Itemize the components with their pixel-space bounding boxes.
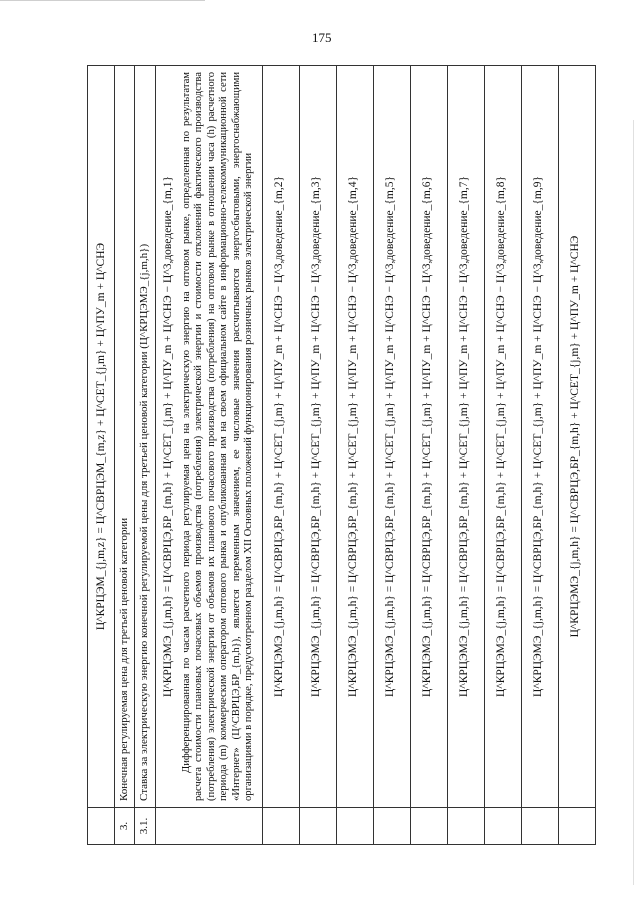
row-number-empty [155, 808, 262, 845]
formula-row: Ц^КРЦЭМЭ_{j,m,h} = Ц^СВРЦЭ,БР_{m,h} + Ц^СЕТ_{j,m} + Ц^ПУ_m + Ц^СНЭ − Ц^3,доведение_{m,6} [420, 176, 433, 697]
formula-description-cell [155, 66, 262, 808]
table-row [88, 66, 115, 845]
row-number-empty [521, 808, 558, 845]
table-row [299, 66, 336, 845]
row-number-empty [262, 808, 299, 845]
table-row [373, 66, 410, 845]
formula-main: Ц^КРЦЭМЭ_{j,m,h} = Ц^СВРЦЭ,БР_{m,h} + Ц^СЕТ_{j,m} + Ц^ПУ_m + Ц^СНЭ − Ц^3,доведение_{m,1} [161, 176, 174, 697]
formula-row: Ц^КРЦЭМЭ_{j,m,h} = Ц^СВРЦЭ,БР_{m,h} + Ц^СЕТ_{j,m} + Ц^ПУ_m + Ц^СНЭ − Ц^3,доведение_{m,8} [494, 176, 507, 697]
row-number-empty [299, 808, 336, 845]
row-number-empty [410, 808, 447, 845]
table-row [135, 66, 155, 845]
row-number-empty [373, 808, 410, 845]
table-row [558, 66, 595, 845]
scan-edge-line-right [633, 120, 634, 885]
section-title: Конечная регулируемая цена для третьей ценовой категории [115, 66, 135, 808]
table-row [447, 66, 484, 845]
table-row [115, 66, 135, 845]
formula-top: Ц^КРЦЭМ_{j,m,z} = Ц^СВРЦЭМ_{m,z} + Ц^СЕТ_{j,m} + Ц^ПУ_m + Ц^СНЭ [95, 242, 107, 631]
table-row [521, 66, 558, 845]
row-number: 3.1. [135, 808, 155, 845]
table-row [262, 66, 299, 845]
formula-cell [88, 66, 115, 808]
row-number: 3. [115, 808, 135, 845]
page-number: 175 [312, 30, 332, 45]
table-row [410, 66, 447, 845]
scan-edge-line [0, 0, 205, 1]
subsection-title: Ставка за электрическую энергию конечной регулируемой цены для третьей ценовой категории (Ц^КРЦЭМЭ_{j,m,h}) [135, 66, 155, 808]
formula-row: Ц^КРЦЭМЭ_{j,m,h} = Ц^СВРЦЭ,БР_{m,h} + Ц^СЕТ_{j,m} + Ц^ПУ_m + Ц^СНЭ − Ц^3,доведение_{m,3} [309, 176, 322, 697]
row-number-empty [558, 808, 595, 845]
table-row [155, 66, 262, 845]
formula-row: Ц^КРЦЭМЭ_{j,m,h} = Ц^СВРЦЭ,БР_{m,h} + Ц^СЕТ_{j,m} + Ц^ПУ_m + Ц^СНЭ − Ц^3,доведение_{m,9} [531, 176, 544, 697]
row-number-empty [336, 808, 373, 845]
table-row [336, 66, 373, 845]
table-row [484, 66, 521, 845]
formula-row: Ц^КРЦЭМЭ_{j,m,h} = Ц^СВРЦЭ,БР_{m,h} + Ц^СЕТ_{j,m} + Ц^ПУ_m + Ц^СНЭ − Ц^3,доведение_{m,2} [272, 176, 285, 697]
formula-row: Ц^КРЦЭМЭ_{j,m,h} = Ц^СВРЦЭ,БР_{m,h} + Ц^СЕТ_{j,m} + Ц^ПУ_m + Ц^СНЭ − Ц^3,доведение_{m,4} [346, 176, 359, 697]
row-number-empty [484, 808, 521, 845]
formula-row: Ц^КРЦЭМЭ_{j,m,h} = Ц^СВРЦЭ,БР_{m,h} + Ц^СЕТ_{j,m} + Ц^ПУ_m + Ц^СНЭ − Ц^3,доведение_{m,7} [457, 176, 470, 697]
row-number-empty [88, 808, 115, 845]
price-table [87, 65, 596, 845]
rotated-table-page [87, 65, 607, 845]
row-number-empty [447, 808, 484, 845]
formula-row: Ц^КРЦЭМЭ_{j,m,h} = Ц^СВРЦЭ,БР_{m,h} + Ц^СЕТ_{j,m} + Ц^ПУ_m + Ц^СНЭ [568, 235, 581, 638]
description-paragraph: Дифференцированная по часам расчетного периода регулируемая цена на электрическую энергию на оптовом рынке, определенная по результатам расчета стоимости плановых почасовых объемов производства (потребления) электрической энергии и стоимости отклонений фактического производства (потребления) электрической энергии от объемов их планового почасового производства (потребления) на оптовом рынке в отношении часа (h) расчетного периода (m) коммерческим оператором оптового рынка и опубликованная им на своем официальном сайте в информационно-телекоммуникационной сети «Интернет» (Ц^СВРЦЭ,БР_{m,h}), является переменным значением, ее числовые значения рассчитываются энергосбытовыми, энергоснабжающими организациями в порядке, предусмотренном разделом XII Основных положений функционирования розничных рынков электрической энергии [180, 72, 255, 801]
formula-row: Ц^КРЦЭМЭ_{j,m,h} = Ц^СВРЦЭ,БР_{m,h} + Ц^СЕТ_{j,m} + Ц^ПУ_m + Ц^СНЭ − Ц^3,доведение_{m,5} [383, 176, 396, 697]
